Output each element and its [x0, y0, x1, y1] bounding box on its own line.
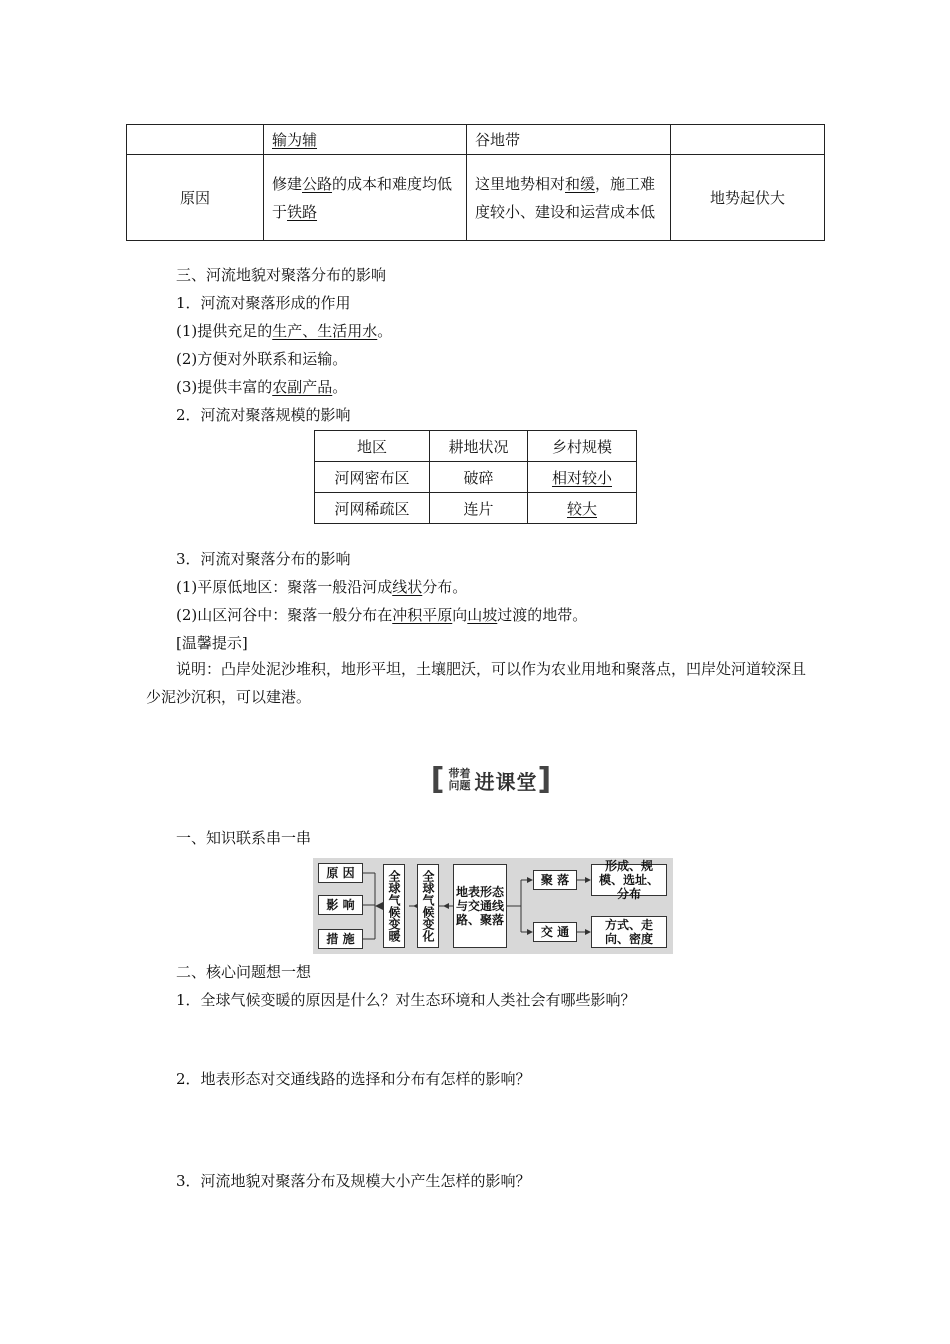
list-item: [176, 604, 587, 626]
table-cell: 破碎: [430, 462, 528, 493]
banner-small-text: [449, 768, 471, 792]
section-heading: 一、知识联系串一串: [176, 829, 312, 847]
table-header: 耕地状况: [430, 431, 528, 462]
diagram-box-settlement-aspects: 形成、规模、选址、分布: [591, 864, 667, 896]
cell-text: 修建: [272, 174, 303, 193]
underlined-text: 和缓: [565, 174, 596, 193]
underlined-text: 冲积平原: [392, 606, 453, 624]
table-header-row: [315, 431, 637, 462]
list-item: [176, 320, 392, 342]
table-cell: [671, 125, 825, 155]
list-item: [176, 576, 467, 598]
row-label: 原因: [127, 155, 264, 241]
sub-heading: 2．河流对聚落规模的影响: [176, 406, 351, 424]
comparison-table: [126, 124, 825, 241]
diagram-box-impact: 影 响: [318, 895, 363, 915]
diagram-box-center: 地表形态与交通线路、聚落: [453, 864, 507, 948]
table-cell: [264, 155, 467, 241]
tip-label: [温馨提示]: [176, 634, 248, 652]
table-row: [315, 493, 637, 524]
question: 2．地表形态对交通线路的选择和分布有怎样的影响？: [176, 1070, 531, 1088]
table-cell: [264, 125, 467, 155]
table-cell: [467, 155, 671, 241]
underlined-text: 较大: [566, 499, 597, 518]
underlined-text: 生产、生活用水: [272, 322, 378, 340]
table-cell: 地势起伏大: [671, 155, 825, 241]
cell-text: 谷地带: [475, 130, 521, 149]
list-item: [176, 376, 347, 398]
underlined-text: 相对较小: [551, 468, 612, 487]
sub-heading: 1．河流对聚落形成的作用: [176, 294, 351, 312]
diagram-box-warming: 全球气候变暖: [383, 864, 405, 948]
banner-title: 进课堂: [474, 769, 538, 794]
cell-text: ，施工难度较小、建设和运营成本低: [475, 174, 656, 221]
table-cell: [467, 125, 671, 155]
section-banner: [424, 764, 558, 796]
underlined-text: 公路: [302, 174, 333, 193]
cell-text: 这里地势相对: [475, 174, 566, 193]
text: (2)山区河谷中：聚落一般分布在: [176, 606, 393, 624]
table-header: 乡村规模: [528, 431, 637, 462]
bracket-left-icon: [: [430, 762, 445, 797]
cell-text: 输为辅: [272, 130, 318, 149]
table-cell: 河网密布区: [315, 462, 430, 493]
table-row: [127, 125, 825, 155]
table-cell: [528, 462, 637, 493]
scale-table: [314, 430, 637, 524]
text: (1)提供充足的: [176, 322, 273, 340]
underlined-text: 铁路: [287, 202, 318, 221]
cell-text: 的成本和难度均低于: [272, 174, 453, 221]
table-cell: 河网稀疏区: [315, 493, 430, 524]
table-cell: 连片: [430, 493, 528, 524]
question: 3．河流地貌对聚落分布及规模大小产生怎样的影响？: [176, 1172, 531, 1190]
underlined-text: 农副产品: [272, 378, 333, 396]
table-cell: [127, 125, 264, 155]
table-row: [315, 462, 637, 493]
text: 分布。: [422, 578, 468, 596]
text: (3)提供丰富的: [176, 378, 273, 396]
bracket-right-icon: ]: [537, 762, 552, 797]
diagram-box-traffic-aspects: 方式、走向、密度: [591, 916, 667, 948]
question: 1．全球气候变暖的原因是什么？对生态环境和人类社会有哪些影响？: [176, 991, 636, 1009]
text: 。: [332, 378, 348, 396]
text: 。: [377, 322, 393, 340]
section-heading: 二、核心问题想一想: [176, 963, 312, 981]
diagram-box-cause: 原 因: [318, 863, 363, 883]
diagram-box-climate-change: 全球气候变化: [417, 864, 439, 948]
table-cell: [528, 493, 637, 524]
sub-heading: 3．河流对聚落分布的影响: [176, 550, 351, 568]
diagram-box-settlement: 聚 落: [533, 870, 577, 890]
tip-text: 说明：凸岸处泥沙堆积，地形平坦，土壤肥沃，可以作为农业用地和聚落点，凹岸处河道较深且少泥沙沉积，可以建港。: [146, 660, 807, 706]
section-heading: 三、河流地貌对聚落分布的影响: [176, 266, 387, 284]
list-item: (2)方便对外联系和运输。: [176, 350, 348, 368]
underlined-text: 线状: [392, 578, 423, 596]
banner-small-line: 问题: [448, 779, 471, 792]
table-header: 地区: [315, 431, 430, 462]
banner-small-line: 带着: [448, 767, 471, 780]
underlined-text: 山坡: [467, 606, 498, 624]
diagram-box-traffic: 交 通: [533, 922, 577, 942]
knowledge-diagram: [313, 858, 673, 954]
diagram-box-measure: 措 施: [318, 929, 363, 949]
table-row: [127, 155, 825, 241]
text: 向: [452, 606, 468, 624]
text: (1)平原低地区：聚落一般沿河成: [176, 578, 393, 596]
text: 过渡的地带。: [497, 606, 588, 624]
